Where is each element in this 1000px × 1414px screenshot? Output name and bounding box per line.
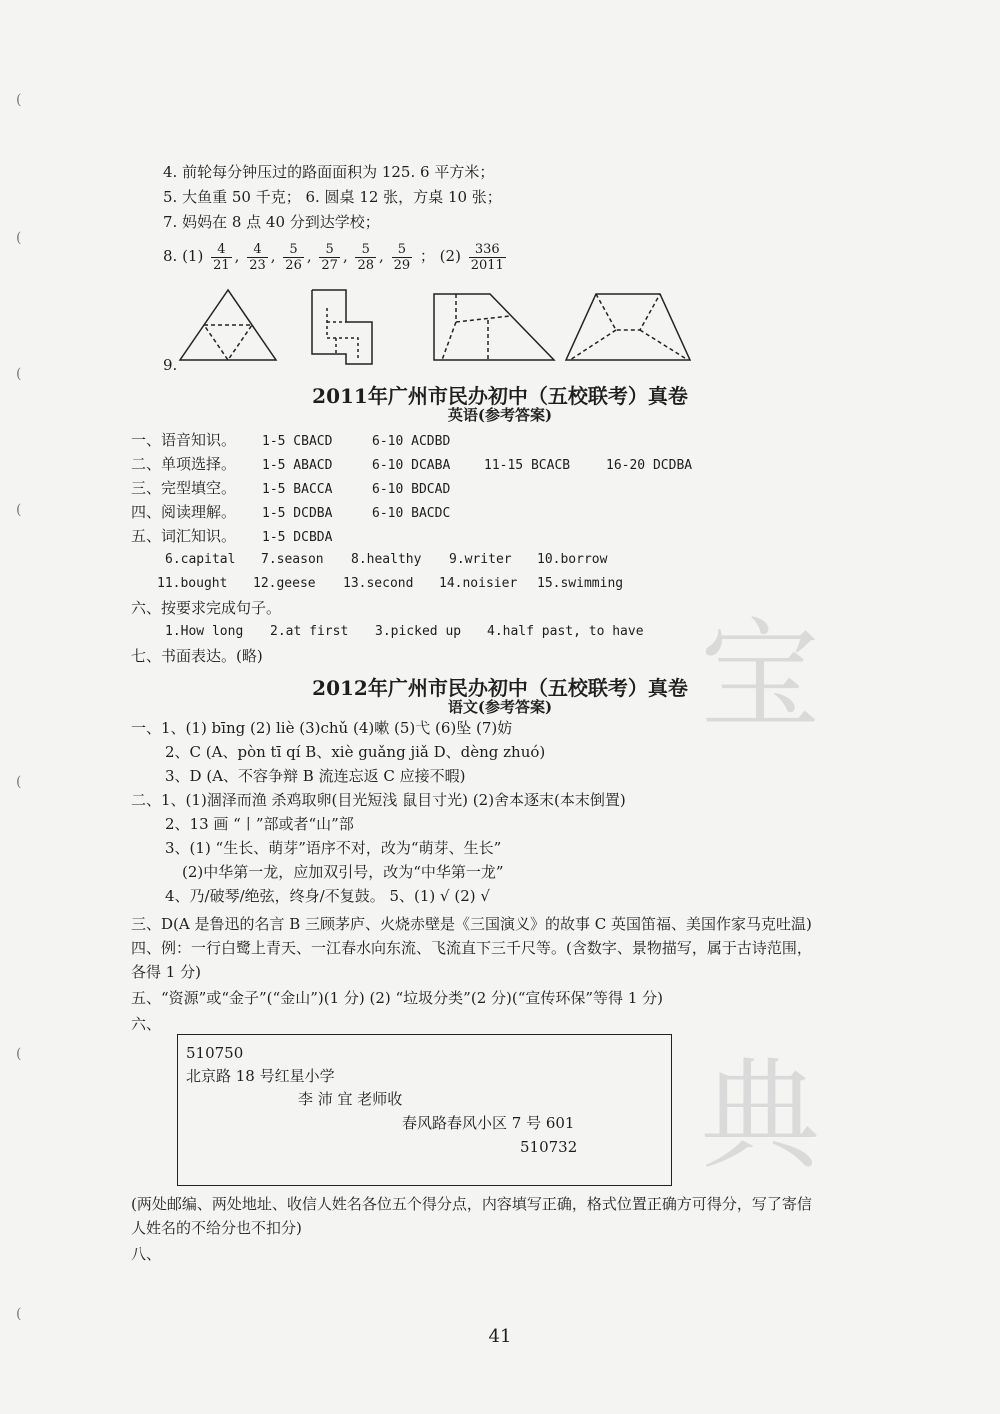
chinese-q2-3b: (2)中华第一龙，应加双引号，改为“中华第一龙” <box>182 863 504 881</box>
chinese-section-title: 2012年广州市民办初中（五校联考）真卷 <box>312 676 688 700</box>
english-row-6: 六、按要求完成句子。 <box>131 599 282 617</box>
l-shape-figure <box>312 290 372 364</box>
chinese-q2-1: 二、1、(1)涸泽而渔 杀鸡取卵(目光短浅 鼠目寸光) (2)舍本逐末(本末倒置) <box>131 791 626 809</box>
envelope-address-from: 春风路春风小区 7 号 601 <box>402 1114 575 1132</box>
page-number: 41 <box>488 1326 512 1347</box>
fraction-denominator: 27 <box>321 257 338 273</box>
fraction-numerator: 5 <box>319 242 340 258</box>
fraction-numerator: 336 <box>469 242 506 258</box>
english-row-1 <box>131 430 450 452</box>
answer-group: 1-5 BACCA <box>262 482 333 497</box>
fraction-denominator: 26 <box>285 257 302 273</box>
english-row-7: 七、书面表达。(略) <box>131 647 263 665</box>
chinese-q1-1: 一、1、(1) bīng (2) liè (3)chǔ (4)嗽 (5)弋 (6)坠 (7)妨 <box>131 719 513 737</box>
fraction-denominator: 21 <box>213 257 230 273</box>
answer-group: 1-5 DCBDA <box>262 530 333 545</box>
chinese-q4a: 四、例：一行白鹭上青天、一江春水向东流、飞流直下三千尺等。(含数字、景物描写，属于古诗范围， <box>131 939 812 957</box>
sentence-item: 2.at first <box>270 624 349 639</box>
fraction <box>319 242 340 273</box>
envelope-note-a: (两处邮编、两处地址、收信人姓名各位五个得分点，内容填写正确，格式位置正确方可得分，写了寄信 <box>131 1195 812 1213</box>
english-row-3 <box>131 478 450 500</box>
fraction-numerator: 5 <box>283 242 304 258</box>
row-label: 一、语音知识。 <box>131 431 237 449</box>
fraction-denominator: 2011 <box>470 257 504 273</box>
envelope-recipient: 李 沛 宜 老师收 <box>298 1090 403 1108</box>
fraction-numerator: 4 <box>211 242 232 258</box>
envelope-box <box>177 1034 672 1186</box>
answer-group: 1-5 DCDBA <box>262 506 333 521</box>
envelope-note-b: 人姓名的不给分也不扣分) <box>131 1219 302 1237</box>
binding-mark: ( <box>16 366 22 382</box>
vocab-item: 7.season <box>261 552 324 567</box>
chinese-q1-2: 2、C (A、pòn tī qí B、xiè guǎng jiǎ D、dèng zhuó) <box>165 743 546 761</box>
binding-mark: ( <box>16 1306 22 1322</box>
row-label: 五、词汇知识。 <box>131 527 237 545</box>
binding-mark: ( <box>16 502 22 518</box>
math-answer-8: 8. (1) $\frac{4}{21}$ , $\frac{4}{23}$ , $\frac{5}{26}$ , $\frac{5}{27}$ , $\frac{5}{28}$ , $\frac{5}{29}$ ； (2) $\frac{336}{2011}$ <box>163 241 504 273</box>
watermark-char-2: 典 <box>700 1047 820 1186</box>
english-row-4 <box>131 502 450 524</box>
fraction-numerator: 4 <box>247 242 268 258</box>
vocab-item: 15.swimming <box>537 576 624 591</box>
vocab-item: 10.borrow <box>537 552 608 567</box>
fraction <box>283 242 304 273</box>
english-section-subtitle: 英语(参考答案) <box>447 406 553 424</box>
chinese-q6: 六、 <box>131 1015 162 1033</box>
math-answer-9: 9. <box>163 356 178 374</box>
chinese-q3: 三、D(A 是鲁迅的名言 B 三顾茅庐、火烧赤壁是《三国演义》的故事 C 英国笛福、美国作家马克吐温) <box>131 915 812 933</box>
answer-group: 6-10 ACDBD <box>372 434 451 449</box>
binding-mark: ( <box>16 774 22 790</box>
chinese-section-subtitle: 语文(参考答案) <box>447 698 553 716</box>
vocab-item: 9.writer <box>449 552 512 567</box>
envelope-zip-to: 510750 <box>186 1044 244 1062</box>
math-answer-7: 7. 妈妈在 8 点 40 分到达学校； <box>163 213 380 231</box>
prism-net-figure <box>566 294 690 360</box>
row-label: 二、单项选择。 <box>131 455 237 473</box>
answer-group: 6-10 BDCAD <box>372 482 451 497</box>
binding-mark: ( <box>16 92 22 108</box>
vocab-item: 14.noisier <box>439 576 518 591</box>
vocab-item: 13.second <box>343 576 414 591</box>
english-row-2 <box>131 454 692 476</box>
math-8-prefix: 8. (1) <box>163 247 204 265</box>
english-section-title: 2011年广州市民办初中（五校联考）真卷 <box>312 384 688 408</box>
binding-mark: ( <box>16 1046 22 1062</box>
vocab-item: 12.geese <box>253 576 316 591</box>
math-answer-4: 4. 前轮每分钟压过的路面面积为 125. 6 平方米； <box>163 163 495 181</box>
sentence-item: 4.half past, to have <box>487 624 644 639</box>
fraction-part2 <box>469 242 506 273</box>
chinese-q8: 八、 <box>131 1245 162 1263</box>
watermark-char-1: 宝 <box>700 607 820 746</box>
answer-group: 1-5 CBACD <box>262 434 333 449</box>
sentence-item: 1.How long <box>165 624 244 639</box>
answer-group: 6-10 DCABA <box>372 458 451 473</box>
fraction <box>247 242 268 273</box>
math-answer-5-6: 5. 大鱼重 50 千克； 6. 圆桌 12 张，方桌 10 张； <box>163 188 502 206</box>
fraction <box>355 242 376 273</box>
envelope-address-to: 北京路 18 号红星小学 <box>186 1067 335 1085</box>
geometry-figures <box>170 280 700 370</box>
chinese-q1-3: 3、D (A、不容争辩 B 流连忘返 C 应接不暇) <box>165 767 466 785</box>
vocab-line-1 <box>165 550 607 570</box>
fraction-denominator: 28 <box>357 257 375 273</box>
math-8-mid: ； (2) <box>419 247 461 265</box>
envelope-zip-from: 510732 <box>520 1138 578 1156</box>
answer-group: 16-20 DCDBA <box>606 458 693 473</box>
triangle-figure <box>180 290 276 360</box>
fraction-denominator: 29 <box>393 257 411 273</box>
vocab-item: 6.capital <box>165 552 236 567</box>
chinese-q2-4: 4、乃/破琴/绝弦，终身/不复鼓。 5、(1) √ (2) √ <box>165 887 490 905</box>
english-row-5 <box>131 526 332 548</box>
sentence-answers <box>165 622 644 642</box>
row-label: 四、阅读理解。 <box>131 503 237 521</box>
sentence-item: 3.picked up <box>375 624 462 639</box>
answer-group: 11-15 BCACB <box>484 458 571 473</box>
vocab-line-2 <box>157 574 623 594</box>
vocab-item: 11.bought <box>157 576 228 591</box>
fraction <box>392 242 413 273</box>
binding-mark: ( <box>16 230 22 246</box>
fraction-numerator: 5 <box>355 242 376 258</box>
row-label: 三、完型填空。 <box>131 479 237 497</box>
chinese-q5: 五、“资源”或“金子”(“金山”)(1 分) (2) “垃圾分类”(2 分)(“宣传环保”等得 1 分) <box>131 989 663 1007</box>
chinese-q2-3a: 3、(1) “生长、萌芽”语序不对，改为“萌芽、生长” <box>165 839 502 857</box>
answer-group: 6-10 BACDC <box>372 506 451 521</box>
answer-group: 1-5 ABACD <box>262 458 333 473</box>
vocab-item: 8.healthy <box>351 552 422 567</box>
chinese-q2-2: 2、13 画 “丨”部或者“山”部 <box>165 815 354 833</box>
fraction <box>211 242 232 273</box>
trapezoid-figure <box>434 294 554 360</box>
chinese-q4b: 各得 1 分) <box>131 963 201 981</box>
fraction-numerator: 5 <box>392 242 413 258</box>
fraction-denominator: 23 <box>249 257 266 273</box>
